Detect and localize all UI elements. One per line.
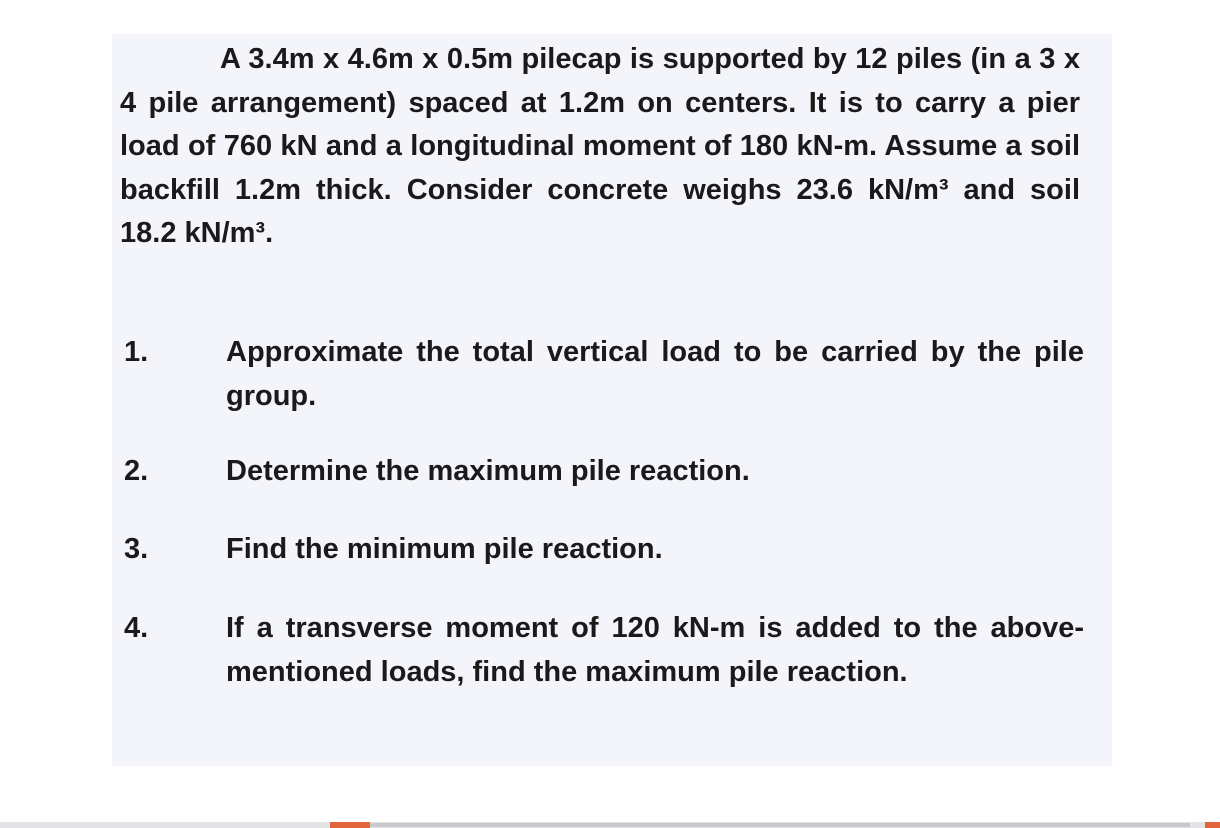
question-number: 3. [124, 533, 149, 565]
bottom-progress-track [370, 823, 1190, 827]
question-3 [124, 528, 1084, 572]
question-text: If a transverse moment of 120 kN-m is added to the above-mentioned loads, find the maximum pile reaction. [226, 612, 1084, 688]
question-text: Find the minimum pile reaction. [226, 533, 663, 565]
progress-indicator-right [1205, 822, 1220, 828]
question-number: 1. [124, 336, 149, 368]
problem-statement [120, 38, 1080, 256]
question-number: 2. [124, 455, 149, 487]
question-4 [124, 607, 1084, 694]
question-text: Determine the maximum pile reaction. [226, 455, 750, 487]
question-number: 4. [124, 612, 149, 644]
question-2 [124, 450, 1084, 494]
problem-text: A 3.4m x 4.6m x 0.5m pilecap is supported by 12 piles (in a 3 x 4 pile arrangement) spaced at 1.2m on centers. It is to carry a pier load of 760 kN and a longitudinal moment of 180 kN-m. Assume a soil backfill 1.2m thick. Consider concrete weighs 23.6 kN/m³ and soil 18.2 kN/m³. [120, 43, 1080, 249]
question-text: Approximate the total vertical load to be carried by the pile group. [226, 336, 1084, 412]
question-1 [124, 331, 1084, 418]
progress-indicator-left [330, 822, 370, 828]
